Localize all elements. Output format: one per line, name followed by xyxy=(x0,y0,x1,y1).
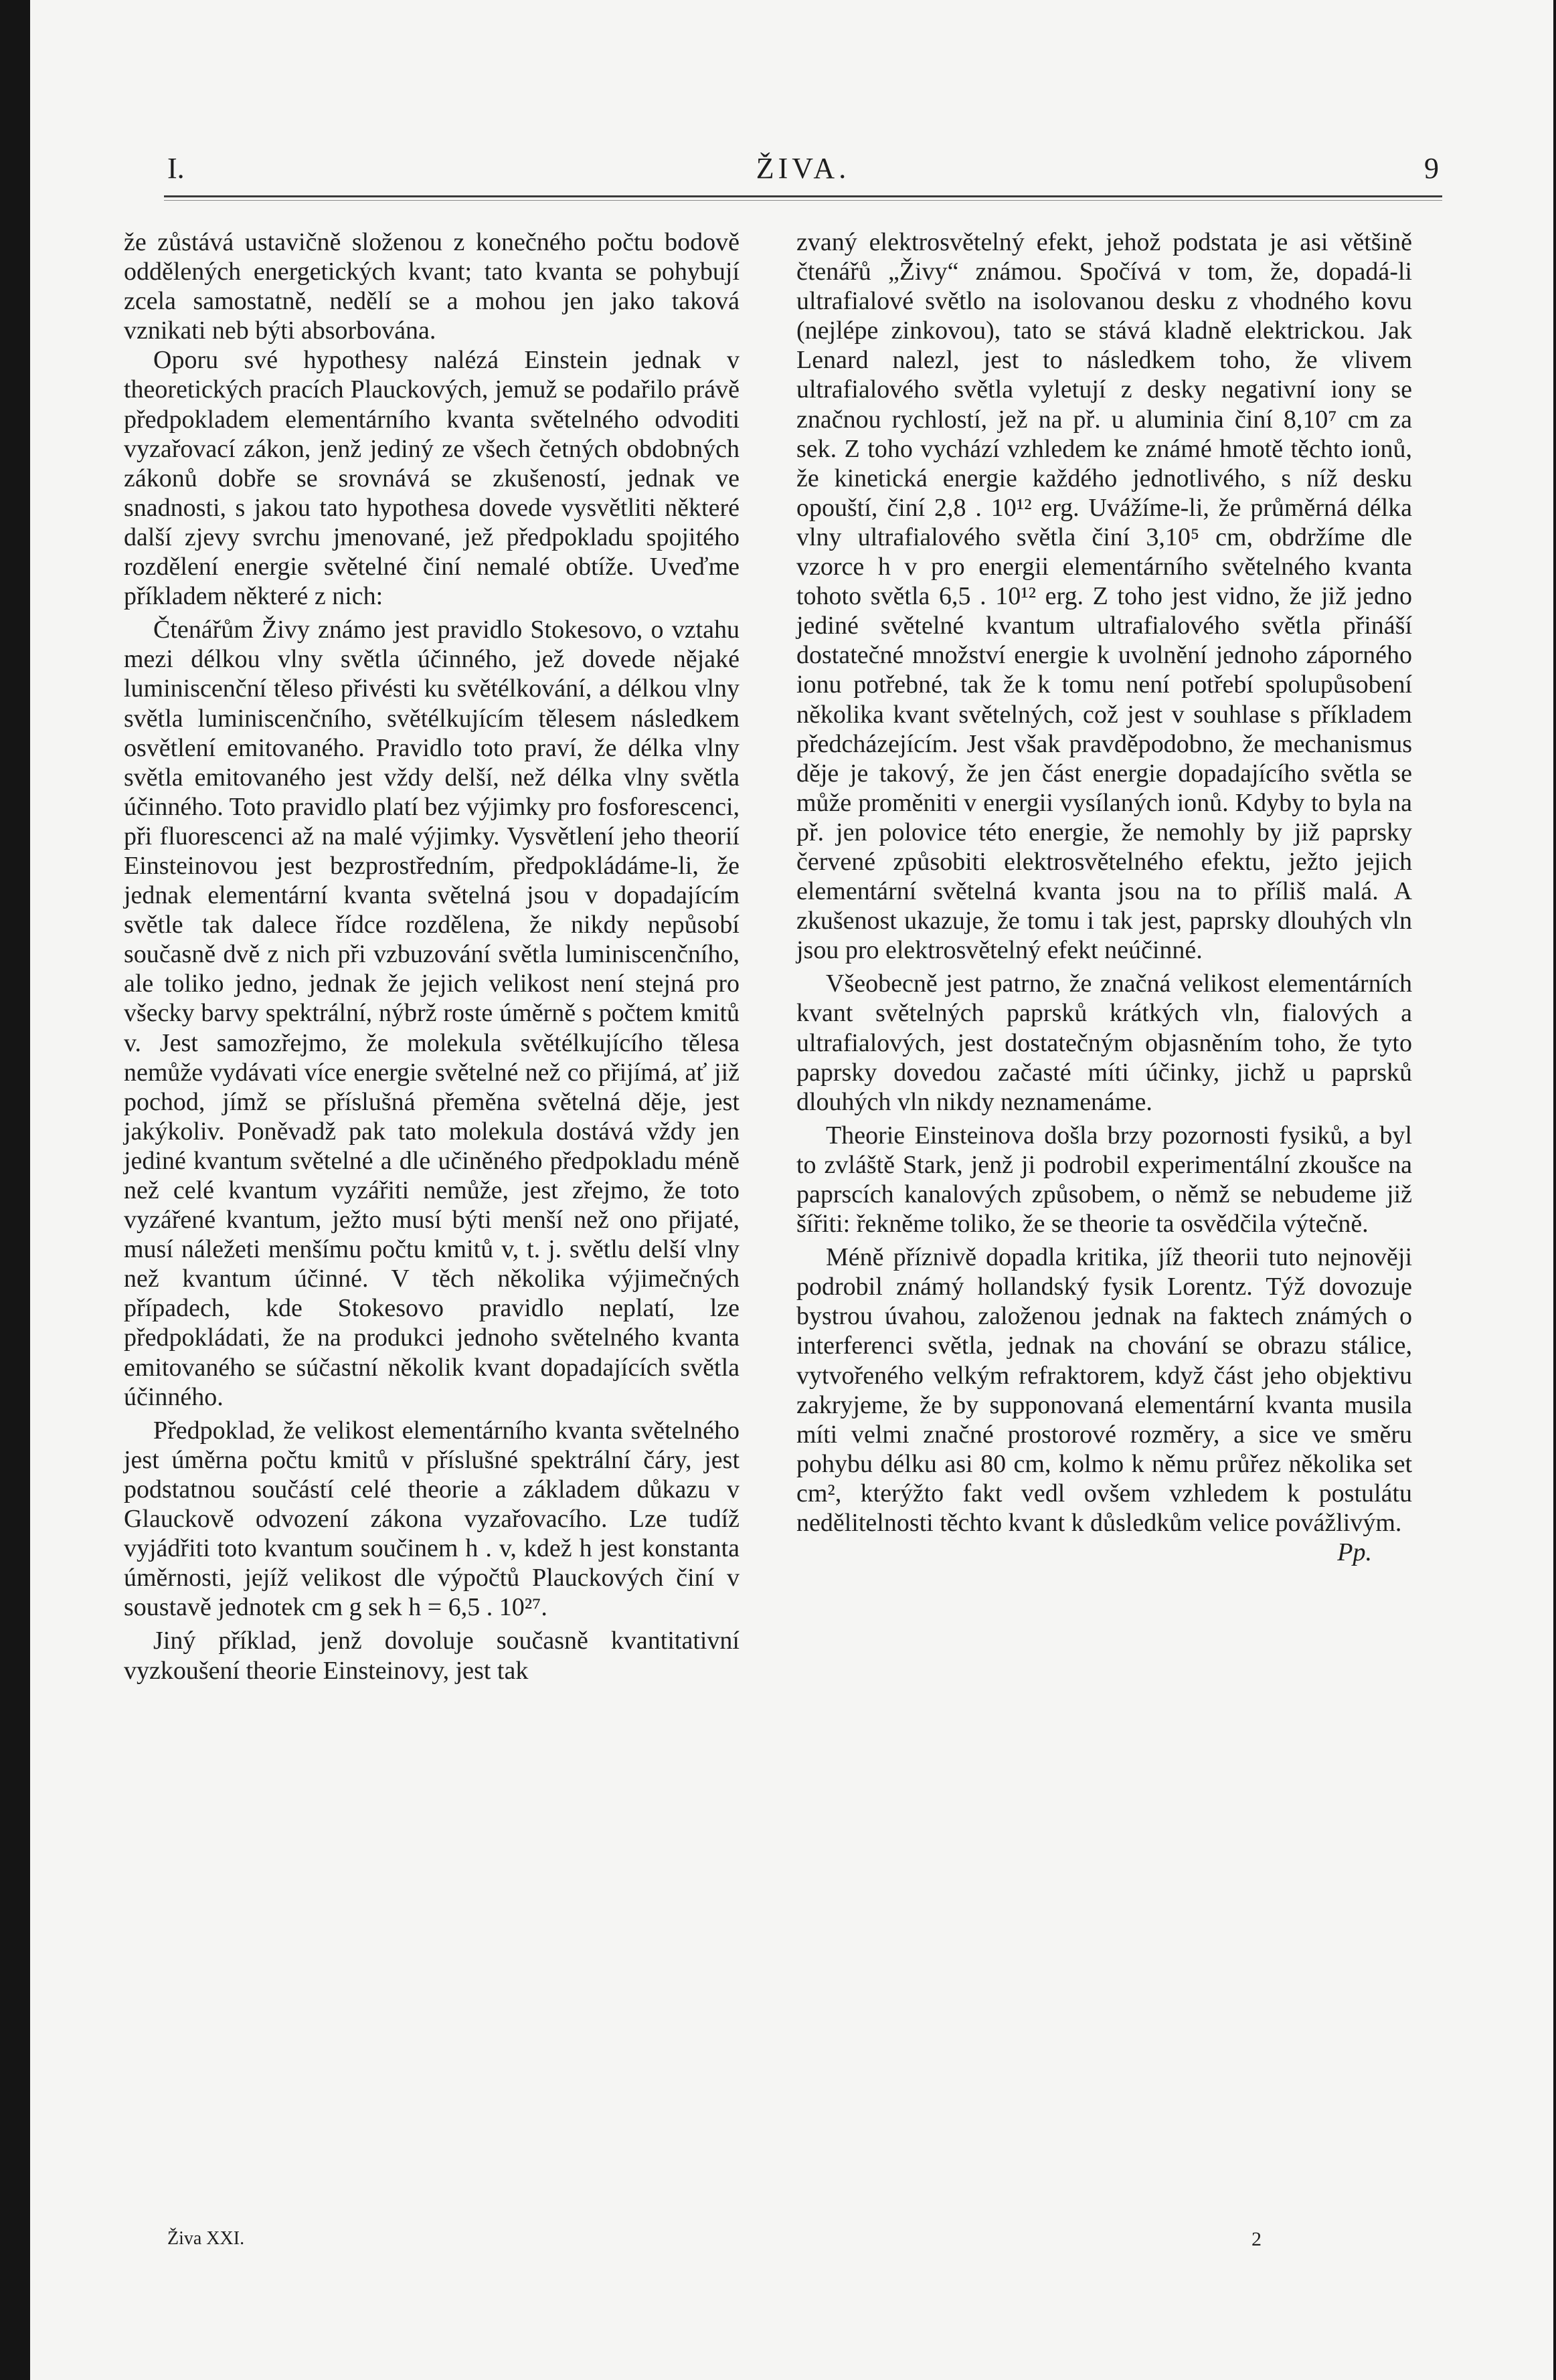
section-number: I. xyxy=(167,152,185,185)
page-number: 9 xyxy=(1424,152,1439,185)
footer-journal-volume: Živa XXI. xyxy=(167,2228,245,2249)
paragraph: Jiný příklad, jenž dovoluje současně kvantitativní vyzkoušení theorie Einsteinovy, jest tak xyxy=(124,1627,740,1685)
header-rule xyxy=(164,195,1442,197)
journal-title: ŽIVA. xyxy=(756,152,851,185)
footer-signature-mark: 2 xyxy=(1251,2228,1262,2250)
header-rule-thin xyxy=(164,200,1442,201)
paragraph: Méně příznivě dopadla kritika, jíž theorii tuto nejnověji podrobil známý hollandský fysik Lorentz. Týž dovozuje bystrou úvahou, založenou jednak na faktech známých o interferenci světla, jednak na chování se obrazu stálice, vytvořeného velkým refraktorem, když část jeho objektivu zakryjeme, že by supponovaná elementární kvanta musila míti velmi značné prostorové rozměry, a sice ve směru pohybu délku asi 80 cm, kolmo k němu průřez několika set cm², kterýžto fakt vedl ovšem vzhledem k postulátu nedělitelnosti těchto kvant k důsledkům velice povážlivým. xyxy=(796,1243,1412,1538)
right-column xyxy=(796,227,1412,1567)
paragraph: Předpoklad, že velikost elementárního kvanta světelného jest úměrna počtu kmitů v příslušné spektrální čáry, jest podstatnou součástí celé theorie a základem důkazu v Glauckově odvození zákona vyzařovacího. Lze tudíž vyjádřiti toto kvantum součinem h . v, kdež h jest konstanta úměrnosti, jejíž velikost dle výpočtů Plauckových činí v soustavě jednotek cm g sek h = 6,5 . 10²⁷. xyxy=(124,1416,740,1622)
paragraph: Theorie Einsteinova došla brzy pozornosti fysiků, a byl to zvláště Stark, jenž ji podrobil experimentální zkoušce na paprscích kanalových způsobem, o němž se nebudeme již šířiti: řekněme toliko, že se theorie ta osvědčila výtečně. xyxy=(796,1121,1412,1239)
left-column xyxy=(124,227,740,1685)
running-header xyxy=(167,151,1439,185)
paragraph: Čtenářům Živy známo jest pravidlo Stokesovo, o vztahu mezi délkou vlny světla účinného, jež dovede nějaké luminiscenční těleso přivésti ku světélkování, a délkou vlny světla luminiscenčního, světélkujícím tělesem následkem osvětlení emitovaného. Pravidlo toto praví, že délka vlny světla emitovaného jest vždy delší, než délka vlny světla účinného. Toto pravidlo platí bez výjimky pro fosforescenci, při fluorescenci až na malé výjimky. Vysvětlení jeho theorií Einsteinovou jest bezprostředním, předpokládáme-li, že jednak elementární kvanta světelná jsou v dopadajícím světle tak dalece řídce rozdělena, že nikdy nepůsobí současně dvě z nich při vzbuzování světla luminiscenčního, ale toliko jedno, jednak že jejich velikost není stejná pro všecky barvy spektrální, nýbrž roste úměrně s počtem kmitů v. Jest samozřejmo, že molekula světélkujícího tělesa nemůže vydávati více energie světelné než co přijímá, ať již pochod, jímž se příslušná přeměna světelná děje, jest jakýkoliv. Poněvadž pak tato molekula dostává vždy jen jediné kvantum světelné a dle učiněného předpokladu méně než celé kvantum vyzářiti nemůže, jest zřejmo, že toto vyzářené kvantum, ježto musí býti menší než ono přijaté, musí náležeti menšímu počtu kmitů v, t. j. světlu delší vlny než kvantum účinné. V těch několika výjimečných případech, kde Stokesovo pravidlo neplatí, lze předpokládati, že na produkci jednoho světelného kvanta emitovaného se súčastní několik kvant dopadajících světla účinného. xyxy=(124,616,740,1411)
paragraph: Oporu své hypothesy nalézá Einstein jednak v theoretických pracích Plauckových, jemuž se podařilo právě předpokladem elementárního kvanta světelného odvoditi vyzařovací zákon, jenž jediný ze všech četných obdobných zákonů dobře se srovnává se zkušeností, jednak ve snadnosti, s jakou tato hypothesa dovede vysvětliti některé další zjevy svrchu jmenované, jež předpokladu spojitého rozdělení energie světelné činí nemalé obtíže. Uveďme příkladem některé z nich: xyxy=(124,346,740,611)
paragraph: že zůstává ustavičně složenou z konečného počtu bodově oddělených energetických kvant; tato kvanta se pohybují zcela samostatně, nedělí se a mohou jen jako taková vznikati neb býti absorbována. xyxy=(124,228,740,345)
author-signature: Pp. xyxy=(1337,1538,1372,1567)
paragraph: Všeobecně jest patrno, že značná velikost elementárních kvant světelných paprsků krátkých vln, fialových a ultrafialových, jest dostatečným objasněním toho, že tyto paprsky dovedou začasté míti účinky, jichž u paprsků dlouhých vln nikdy neznamenáme. xyxy=(796,970,1412,1116)
page-sheet xyxy=(30,0,1553,2380)
paragraph: zvaný elektrosvětelný efekt, jehož podstata je asi většině čtenářů „Živy“ známou. Spočívá v tom, že, dopadá-li ultrafialové světlo na isolovanou desku z vhodného kovu (nejlépe zinkovou), tato se stává kladně elektrickou. Jak Lenard nalezl, jest to následkem toho, že vlivem ultrafialového světla vyletují z desky negativní iony se značnou rychlostí, jež na př. u aluminia činí 8,10⁷ cm za sek. Z toho vychází vzhledem ke známé hmotě těchto ionů, že kinetická energie každého jednotlivého, s níž desku opouští, činí 2,8 . 10¹² erg. Uvážíme-li, že průměrná délka vlny ultrafialového světla činí 3,10⁵ cm, obdržíme dle vzorce h v pro energii elementárního světelného kvanta tohoto světla 6,5 . 10¹² erg. Z toho jest vidno, že již jedno jediné světelné kvantum ultrafialového světla přináší dostatečné množství energie k uvolnění jednoho záporného ionu potřebné, tak že k tomu není potřebí spolupůsobení několika kvant světelných, což jest v souhlase s příkladem předcházejícím. Jest však pravděpodobno, že mechanismus děje je takový, že jen část energie dopadajícího světla se může proměniti v energii vysílaných ionů. Kdyby to byla na př. jen polovice této energie, že nemohly by již paprsky červené způsobiti elektrosvětelného efektu, ježto jejich elementární světelná kvanta jsou na to příliš malá. A zkušenost ukazuje, že tomu i tak jest, paprsky dlouhých vln jsou pro elektrosvětelný efekt neúčinné. xyxy=(796,228,1412,965)
